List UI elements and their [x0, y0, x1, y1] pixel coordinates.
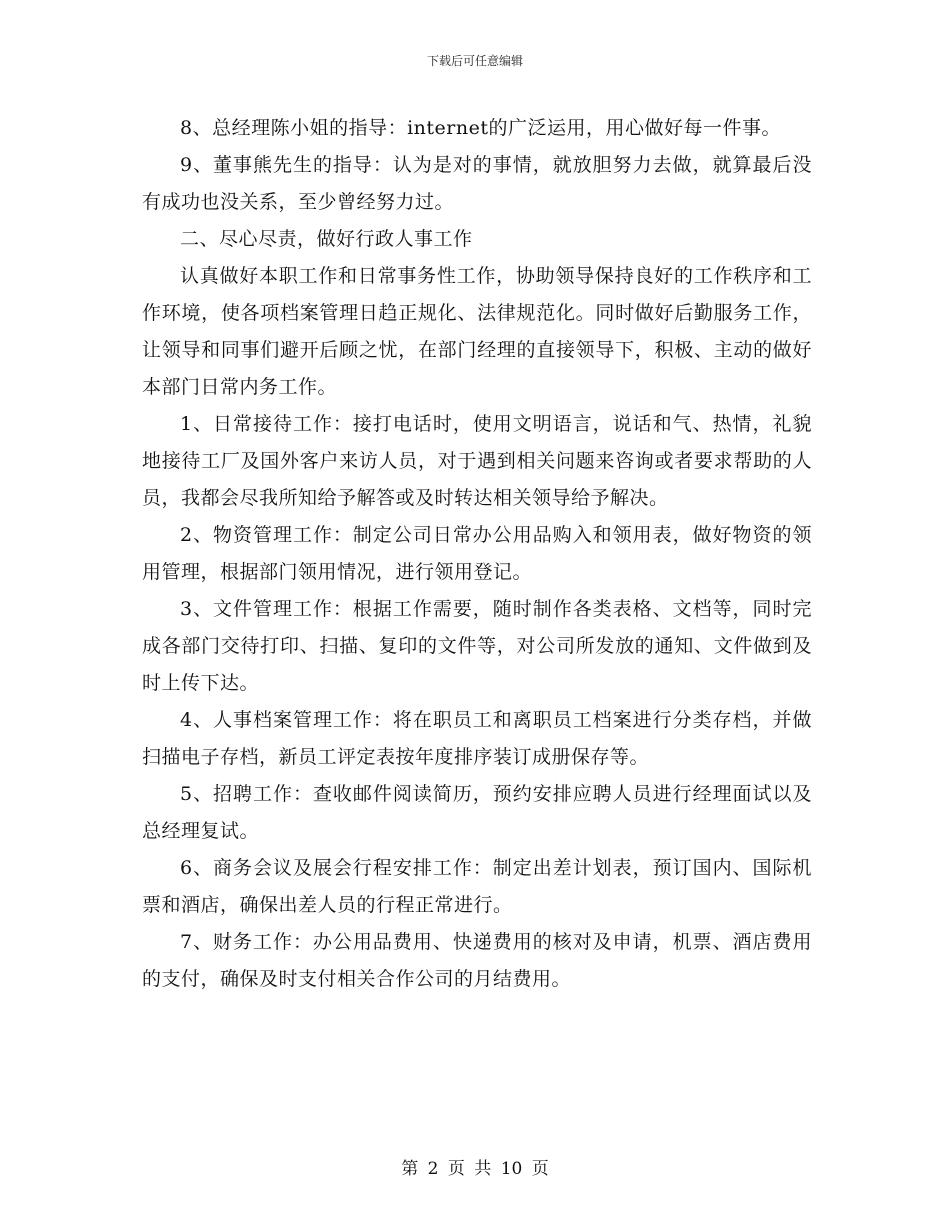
- page-number: 第 2 页 共 10 页: [401, 1159, 549, 1179]
- paragraph-reception: 1、日常接待工作：接打电话时，使用文明语言，说话和气、热情，礼貌地接待工厂及国外客户来访人员，对于遇到相关问题来咨询或者要求帮助的人员，我都会尽我所知给予解答或及时转达相关领导给予解决。: [142, 413, 812, 509]
- paragraph-personnel-files: 4、人事档案管理工作：将在职员工和离职员工档案进行分类存档，并做扫描电子存档，新员工评定表按年度排序装订成册保存等。: [142, 709, 812, 768]
- paragraph-intro: 认真做好本职工作和日常事务性工作，协助领导保持良好的工作秩序和工作环境，使各项档案管理日趋正规化、法律规范化。同时做好后勤服务工作，让领导和同事们避开后顾之忧，在部门经理的直接领导下，积极、主动的做好本部门日常内务工作。: [142, 265, 812, 398]
- paragraph-guidance-9: 9、董事熊先生的指导：认为是对的事情，就放胆努力去做，就算最后没有成功也没关系，至少曾经努力过。: [142, 154, 812, 213]
- header-note: 下载后可任意编辑: [426, 54, 523, 68]
- paragraph-finance: 7、财务工作：办公用品费用、快递费用的核对及申请，机票、酒店费用的支付，确保及时支付相关合作公司的月结费用。: [142, 931, 812, 990]
- paragraph-business-travel: 6、商务会议及展会行程安排工作：制定出差计划表，预订国内、国际机票和酒店，确保出差人员的行程正常进行。: [142, 857, 812, 916]
- paragraph-materials: 2、物资管理工作：制定公司日常办公用品购入和领用表，做好物资的领用管理，根据部门领用情况，进行领用登记。: [142, 524, 812, 583]
- document-body: [142, 110, 812, 998]
- section-heading-2: 二、尽心尽责，做好行政人事工作: [180, 228, 473, 250]
- paragraph-recruitment: 5、招聘工作：查收邮件阅读简历，预约安排应聘人员进行经理面试以及总经理复试。: [142, 783, 812, 842]
- paragraph-guidance-8: 8、总经理陈小姐的指导：internet的广泛运用，用心做好每一件事。: [180, 117, 781, 139]
- paragraph-documents: 3、文件管理工作：根据工作需要，随时制作各类表格、文档等，同时完成各部门交待打印、扫描、复印的文件等，对公司所发放的通知、文件做到及时上传下达。: [142, 598, 812, 694]
